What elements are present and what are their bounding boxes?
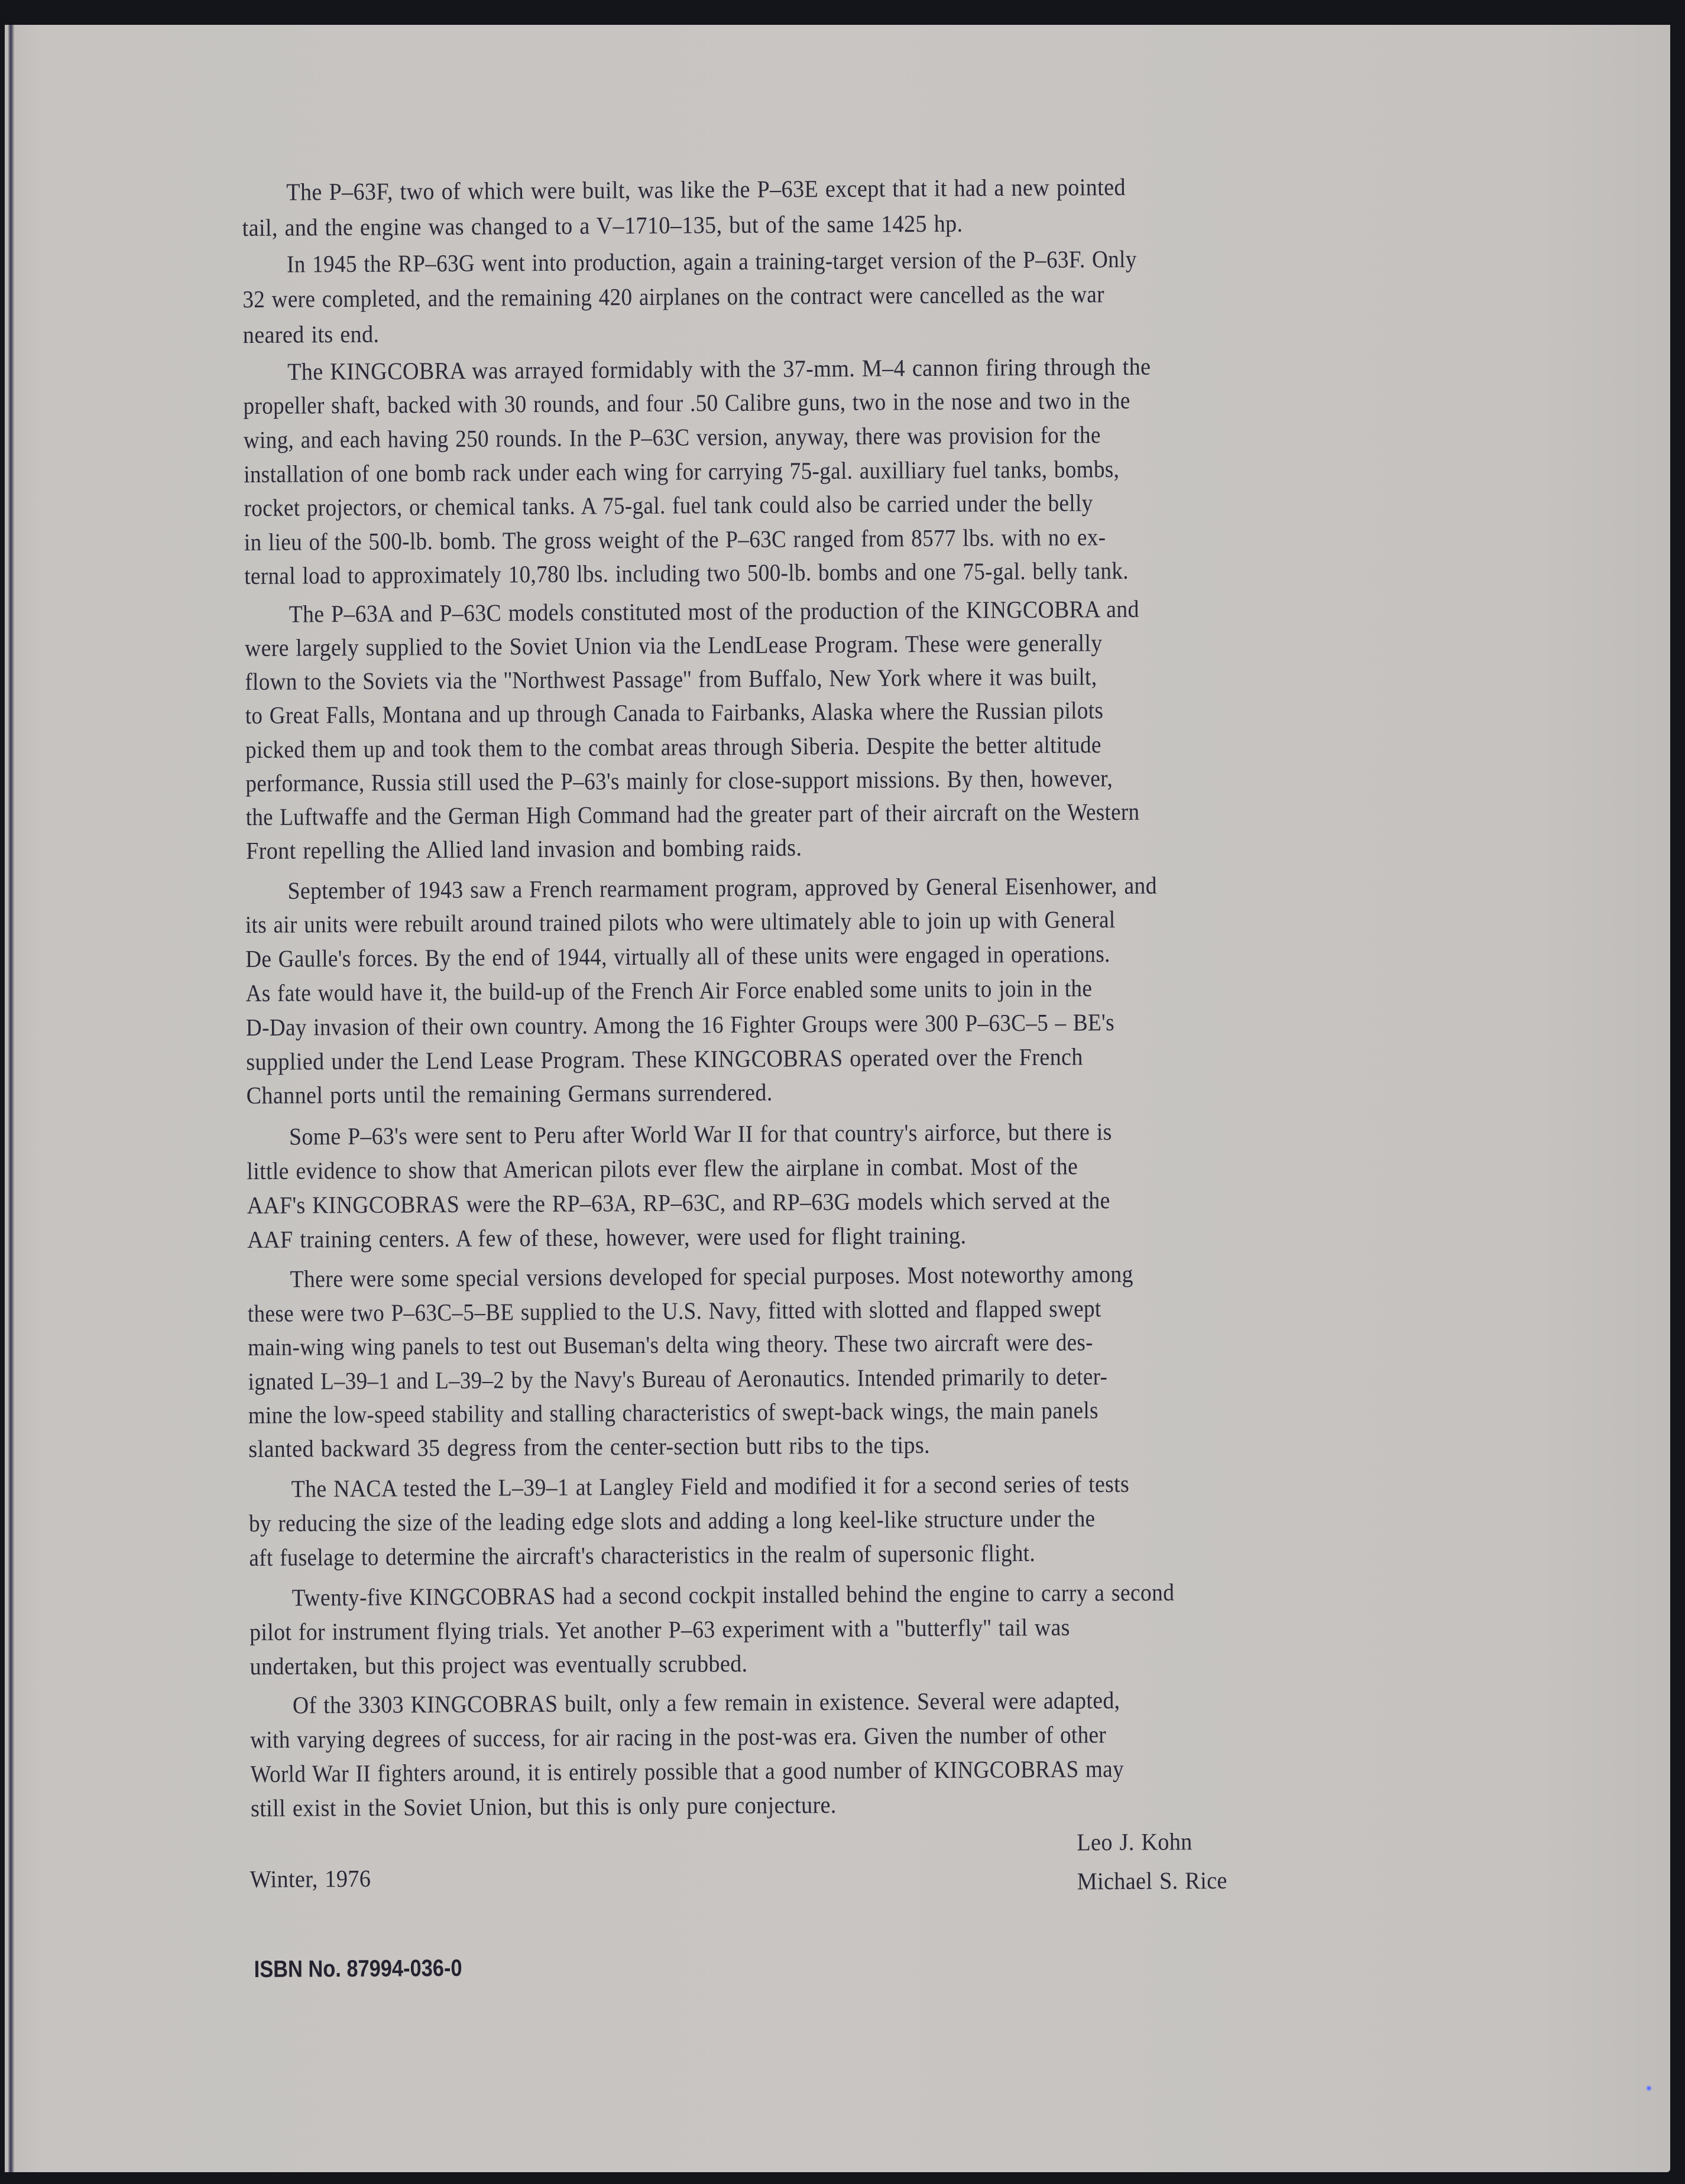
paragraph-5-line-1: September of 1943 saw a French rearmament program, approved by General Eisenhower, and (287, 871, 1158, 904)
author-name-2: Michael S. Rice (1077, 1866, 1227, 1895)
paragraph-3-line-4: installation of one bomb rack under each wing for carrying 75-gal. auxilliary fuel tanks, bombs, (244, 455, 1120, 488)
paragraph-8-line-1: The NACA tested the L–39–1 at Langley Field and modified it for a second series of tests (291, 1469, 1130, 1502)
isbn-number: ISBN No. 87994-036-0 (254, 1955, 462, 1983)
paragraph-7-line-1: There were some special versions developed for special purposes. Most noteworthy among (290, 1260, 1133, 1293)
paragraph-7-line-6: slanted backward 35 degress from the center-section butt ribs to the tips. (248, 1431, 931, 1463)
paragraph-8-line-3: aft fuselage to determine the aircraft's characteristics in the realm of supersonic flight. (249, 1539, 1036, 1572)
paragraph-10-line-4: still exist in the Soviet Union, but this is only pure conjecture. (250, 1790, 837, 1822)
paragraph-7-line-3: main-wing wing panels to test out Buseman's delta wing theory. These two aircraft were des- (248, 1328, 1093, 1361)
paragraph-3-line-3: wing, and each having 250 rounds. In the P–63C version, anyway, there was provision for the (243, 421, 1101, 454)
paragraph-4-line-5: picked them up and took them to the combat areas through Siberia. Despite the better altitude (245, 731, 1101, 764)
paragraph-2-line-2: 32 were completed, and the remaining 420 airplanes on the contract were cancelled as the war (242, 280, 1105, 313)
paragraph-1-line-2: tail, and the engine was changed to a V–1710–135, but of the same 1425 hp. (242, 209, 963, 242)
paragraph-3-line-1: The KINGCOBRA was arrayed formidably with the 37-mm. M–4 cannon firing through the (287, 352, 1151, 385)
paragraph-2-line-1: In 1945 the RP–63G went into production, again a training-target version of the P–63F. Only (286, 245, 1137, 278)
paragraph-7-line-2: these were two P–63C–5–BE supplied to the U.S. Navy, fitted with slotted and flapped swept (247, 1294, 1101, 1328)
paragraph-6-line-4: AAF training centers. A few of these, however, were used for flight training. (247, 1221, 967, 1254)
paragraph-4-line-3: flown to the Soviets via the ''Northwest Passage'' from Buffalo, New York where it was built, (245, 663, 1097, 696)
book-page (5, 25, 1670, 2172)
paragraph-9-line-1: Twenty-five KINGCOBRAS had a second cockpit installed behind the engine to carry a second (291, 1578, 1175, 1611)
paragraph-6-line-3: AAF's KINGCOBRAS were the RP–63A, RP–63C, and RP–63G models which served at the (247, 1186, 1110, 1219)
paragraph-3-line-5: rocket projectors, or chemical tanks. A 75-gal. fuel tank could also be carried under the belly (244, 489, 1093, 522)
paragraph-5-line-2: its air units were rebuilt around trained pilots who were ultimately able to join up with General (245, 906, 1116, 939)
paragraph-10-line-1: Of the 3303 KINGCOBRAS built, only a few remain in existence. Several were adapted, (292, 1686, 1120, 1719)
paragraph-4-line-2: were largely supplied to the Soviet Union via the LendLease Program. These were generally (244, 629, 1103, 662)
page-text (0, 20, 1677, 2177)
paragraph-4-line-1: The P–63A and P–63C models constituted most of the production of the KINGCOBRA and (289, 595, 1139, 628)
paragraph-3-line-2: propeller shaft, backed with 30 rounds, and four .50 Calibre guns, two in the nose and two in the (243, 386, 1130, 420)
paragraph-4-line-4: to Great Falls, Montana and up through Canada to Fairbanks, Alaska where the Russian pilots (245, 696, 1104, 729)
paragraph-5-line-7: Channel ports until the remaining Germans surrendered. (246, 1078, 773, 1109)
paragraph-8-line-2: by reducing the size of the leading edge slots and adding a long keel-like structure under the (248, 1504, 1096, 1537)
paragraph-3-line-7: ternal load to approximately 10,780 lbs. including two 500-lb. bombs and one 75-gal. belly tank. (244, 556, 1129, 590)
paragraph-10-line-3: World War II fighters around, it is entirely possible that a good number of KINGCOBRAS may (250, 1755, 1125, 1788)
paragraph-3-line-6: in lieu of the 500-lb. bomb. The gross weight of the P–63C ranged from 8577 lbs. with no ex- (244, 523, 1106, 556)
paragraph-10-line-2: with varying degrees of success, for air racing in the post-was era. Given the number of other (250, 1721, 1107, 1754)
paragraph-9-line-3: undertaken, but this project was eventually scrubbed. (249, 1649, 748, 1680)
paragraph-4-line-8: Front repelling the Allied land invasion and bombing raids. (245, 833, 802, 865)
paragraph-5-line-4: As fate would have it, the build-up of the French Air Force enabled some units to join in the (245, 974, 1093, 1007)
paragraph-6-line-1: Some P–63's were sent to Peru after World War II for that country's airforce, but there is (289, 1118, 1112, 1150)
date-line: Winter, 1976 (249, 1864, 371, 1893)
paragraph-7-line-5: mine the low-speed stability and stalling characteristics of swept-back wings, the main panels (248, 1396, 1099, 1429)
paragraph-4-line-7: the Luftwaffe and the German High Command had the greater part of their aircraft on the Western (245, 797, 1140, 831)
paragraph-6-line-2: little evidence to show that American pilots ever flew the airplane in combat. Most of the (247, 1152, 1078, 1185)
paragraph-4-line-6: performance, Russia still used the P–63's mainly for close-support missions. By then, however, (245, 764, 1113, 797)
paragraph-9-line-2: pilot for instrument flying trials. Yet another P–63 experiment with a ''butterfly'' tail was (249, 1613, 1070, 1646)
paragraph-7-line-4: ignated L–39–1 and L–39–2 by the Navy's Bureau of Aeronautics. Intended primarily to deter- (248, 1362, 1108, 1396)
paragraph-5-line-5: D-Day invasion of their own country. Among the 16 Fighter Groups were 300 P–63C–5 – BE's (245, 1008, 1115, 1041)
author-name-1: Leo J. Kohn (1077, 1828, 1193, 1856)
paragraph-5-line-6: supplied under the Lend Lease Program. These KINGCOBRAS operated over the French (246, 1043, 1083, 1076)
paragraph-5-line-3: De Gaulle's forces. By the end of 1944, virtually all of these units were engaged in operations. (245, 940, 1110, 973)
paragraph-1-line-1: The P–63F, two of which were built, was like the P–63E except that it had a new pointed (286, 173, 1126, 206)
paragraph-2-line-3: neared its end. (242, 320, 380, 349)
